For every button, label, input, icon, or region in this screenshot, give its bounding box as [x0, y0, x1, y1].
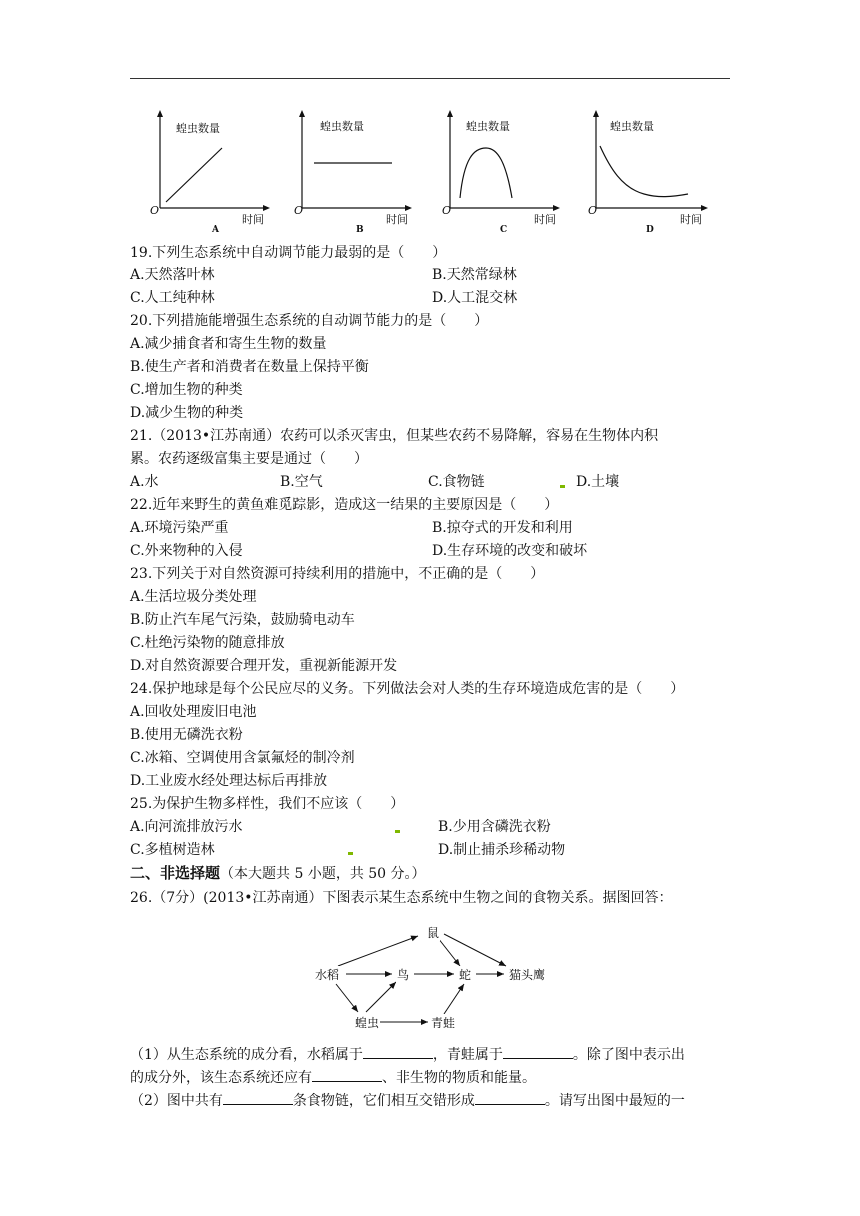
q21-option-d: D.土壤 [576, 474, 620, 490]
web-node-rice: 水稻 [315, 968, 340, 982]
food-web-diagram [310, 920, 560, 1035]
answer-blank-rice[interactable] [363, 1044, 433, 1059]
web-node-mouse: 鼠 [427, 926, 440, 940]
q25-option-b: B.少用含磷洗衣粉 [438, 819, 551, 835]
answer-blank-frog[interactable] [503, 1044, 573, 1059]
q20-option-b: B.使生产者和消费者在数量上保持平衡 [130, 359, 369, 375]
q22-option-c: C.外来物种的入侵 [130, 543, 243, 559]
q25-option-d: D.制止捕杀珍稀动物 [438, 842, 566, 858]
web-node-bird: 鸟 [397, 968, 410, 982]
graph-c-ylabel: 蝗虫数量 [466, 120, 510, 133]
graph-c-curve [460, 148, 512, 198]
graph-d-letter: D [646, 225, 654, 235]
q24-option-d: D.工业废水经处理达标后再排放 [130, 773, 328, 789]
answer-blank-decomposer[interactable] [312, 1067, 382, 1082]
q26-part2-line1 [130, 1090, 685, 1112]
q22-option-b: B.掠夺式的开发和利用 [432, 520, 573, 536]
q21-stem-line2: 累。农药逐级富集主要是通过（ ） [130, 451, 368, 467]
header-rule [130, 78, 730, 79]
web-node-frog: 青蛙 [431, 1016, 456, 1030]
graph-c-letter: C [500, 225, 508, 235]
graph-a-xlabel: 时间 [242, 213, 264, 226]
q21-option-b: B.空气 [280, 474, 323, 490]
q20-option-c: C.增加生物的种类 [130, 382, 243, 398]
graph-d-curve [600, 146, 688, 197]
q19-option-b: B.天然常绿林 [432, 267, 517, 283]
q26-part2-text-a: （2）图中共有 [130, 1093, 223, 1109]
graph-a [148, 108, 278, 238]
green-mark [395, 830, 400, 833]
q26-part1-text-c: 。除了图中表示出 [572, 1047, 685, 1063]
web-node-owl: 猫头鹰 [509, 968, 546, 982]
green-mark [560, 485, 565, 488]
q21-option-c: C.食物链 [428, 474, 485, 490]
web-node-locust: 蝗虫 [355, 1016, 380, 1030]
graph-a-curve [166, 148, 222, 202]
q26-part1-text-d: 的成分外，该生态系统还应有 [130, 1070, 312, 1086]
q22-option-d: D.生存环境的改变和破坏 [432, 543, 588, 559]
section2-note: （本大题共 5 小题，共 50 分。） [220, 866, 426, 882]
q23-stem: 23.下列关于对自然资源可持续利用的措施中，不正确的是（ ） [130, 566, 545, 582]
q20-option-d: D.减少生物的种类 [130, 405, 244, 421]
graph-b-origin: O [294, 204, 304, 217]
graph-d [588, 108, 718, 238]
q26-part2-text-c: 。请写出图中最短的一 [544, 1093, 685, 1109]
green-mark [348, 852, 353, 855]
graph-a-ylabel: 蝗虫数量 [176, 122, 220, 135]
q25-option-a: A.向河流排放污水 [130, 819, 243, 835]
q20-option-a: A.减少捕食者和寄生生物的数量 [130, 336, 327, 352]
q23-option-b: B.防止汽车尾气污染，鼓励骑电动车 [130, 612, 355, 628]
population-graphs [148, 108, 718, 238]
graph-d-xlabel: 时间 [680, 213, 702, 226]
graph-a-origin: O [150, 204, 160, 217]
graph-b [294, 108, 424, 238]
q24-option-a: A.回收处理废旧电池 [130, 704, 257, 720]
answer-blank-chain-count[interactable] [223, 1090, 293, 1105]
q24-stem: 24.保护地球是每个公民应尽的义务。下列做法会对人类的生存环境造成危害的是（ ） [130, 681, 685, 697]
q20-stem: 20.下列措施能增强生态系统的自动调节能力的是（ ） [130, 313, 489, 329]
q26-part1-line2 [130, 1067, 536, 1089]
q21-option-a: A.水 [130, 474, 159, 490]
q22-stem: 22.近年来野生的黄鱼难觅踪影，造成这一结果的主要原因是（ ） [130, 497, 559, 513]
section2-title: 二、非选择题 [130, 864, 221, 882]
graph-a-letter: A [212, 225, 219, 235]
q23-option-d: D.对自然资源要合理开发，重视新能源开发 [130, 658, 398, 674]
graph-b-xlabel: 时间 [386, 213, 408, 226]
q19-option-a: A.天然落叶林 [130, 267, 215, 283]
graph-d-origin: O [588, 204, 598, 217]
q26-part2-text-b: 条食物链，它们相互交错形成 [292, 1093, 475, 1109]
q26-part1-text-e: 、非生物的物质和能量。 [382, 1070, 536, 1086]
q19-option-c: C.人工纯种林 [130, 290, 215, 306]
q19-option-d: D.人工混交林 [432, 290, 518, 306]
q26-part1-line1 [130, 1044, 685, 1066]
graph-d-ylabel: 蝗虫数量 [610, 120, 654, 133]
answer-blank-food-web[interactable] [475, 1090, 545, 1105]
graph-b-letter: B [356, 225, 364, 235]
web-node-snake: 蛇 [459, 968, 472, 982]
q26-part1-text-b: ，青蛙属于 [432, 1047, 503, 1063]
q21-stem-line1: 21.（2013•江苏南通）农药可以杀灭害虫，但某些农药不易降解，容易在生物体内积 [130, 428, 659, 444]
q24-option-b: B.使用无磷洗衣粉 [130, 727, 243, 743]
graph-b-ylabel: 蝗虫数量 [320, 120, 364, 133]
q24-option-c: C.冰箱、空调使用含氯氟烃的制冷剂 [130, 750, 355, 766]
q25-option-c: C.多植树造林 [130, 842, 215, 858]
graph-c-origin: O [442, 204, 452, 217]
q23-option-c: C.杜绝污染物的随意排放 [130, 635, 285, 651]
graph-c [442, 108, 572, 238]
q23-option-a: A.生活垃圾分类处理 [130, 589, 257, 605]
q22-option-a: A.环境污染严重 [130, 520, 229, 536]
q26-part1-text-a: （1）从生态系统的成分看，水稻属于 [130, 1047, 363, 1063]
q26-stem: 26.（7分）(2013•江苏南通）下图表示某生态系统中生物之间的食物关系。据图回答： [130, 890, 673, 906]
graph-c-xlabel: 时间 [534, 213, 556, 226]
q19-stem: 19.下列生态系统中自动调节能力最弱的是（ ） [130, 245, 447, 261]
section2-heading [130, 862, 426, 885]
q25-stem: 25.为保护生物多样性，我们不应该（ ） [130, 796, 405, 812]
